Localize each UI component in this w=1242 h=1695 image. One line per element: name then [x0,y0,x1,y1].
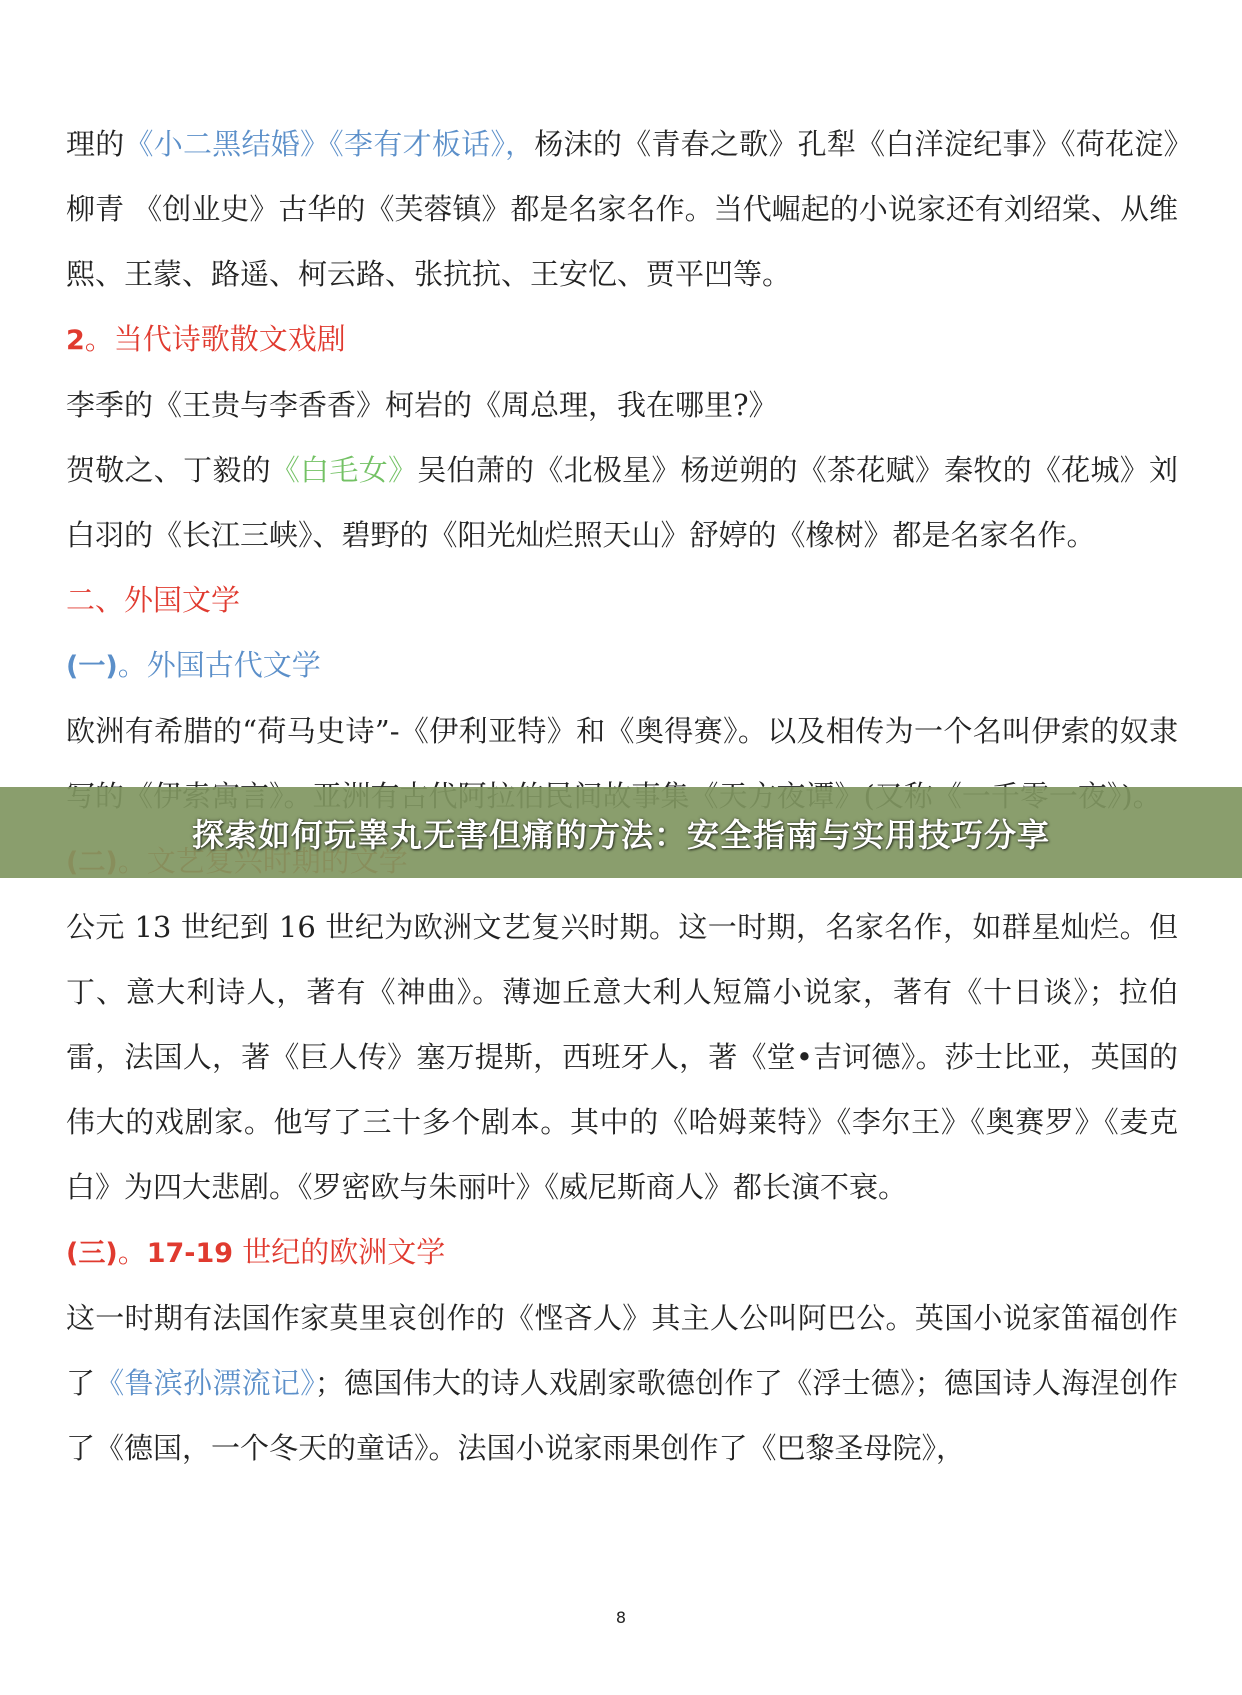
paragraph-modern-novels [66,112,1178,307]
highlight-title: 《鲁滨孙漂流记》 [95,1366,315,1400]
title-banner [0,787,1242,878]
heading-text: 世纪的欧洲文学 [233,1235,446,1269]
heading-text: 。 [117,1235,147,1269]
heading-number: (三) [66,1238,118,1269]
heading-ancient-literature [66,633,1178,699]
banner-title: 探索如何玩睾丸无害但痛的方法：安全指南与实用技巧分享 [191,815,1050,854]
paragraph-poetry: 李季的《王贵与李香香》柯岩的《周总理，我在哪里?》 [66,388,778,422]
highlight-title: 《白毛女》 [270,453,418,487]
text: 吴伯萧的《北极星》杨逆朔的《茶花赋》秦牧的《花城》刘白羽的《长江三峡》、碧野的《阳光灿烂照天山》舒婷的《橡树》都是名家名作。 [66,453,1178,552]
page-number: 8 [615,1608,627,1627]
heading-17-19-century [66,1220,1178,1286]
text: 理的 [66,127,125,161]
text: ；德国伟大的诗人戏剧家歌德创作了《浮士德》；德国诗人海涅创作了《德国，一个冬天的童话》。法国小说家雨果创作了《巴黎圣母院》， [66,1366,1178,1465]
text: 贺敬之、丁毅的 [66,453,271,487]
text: 杨沫的《青春之歌》孔犁《白洋淀纪事》《荷花淀》柳青 《创业史》古华的《芙蓉镇》都是名家名作。当代崛起的小说家还有刘绍棠、从维熙、王蒙、路遥、柯云路、张抗抗、王安忆、贾平凹等。 [66,127,1178,291]
paragraph-prose [66,438,1178,568]
heading-text: 。外国古代文学 [117,648,321,682]
highlight-title: 《小二黑结婚》《李有才板话》， [124,127,535,161]
heading-poetry-drama [66,307,1178,373]
heading-number: 2 [66,325,85,356]
heading-text: 。当代诗歌散文戏剧 [84,322,346,356]
heading-foreign-literature: 二、外国文学 [66,583,241,617]
paragraph-ancient: 欧洲有希腊的“荷马史诗”-《伊利亚特》和《奥得赛》。以及相传为一个名叫伊索的奴隶 [66,714,1178,748]
text: 这一时期有法国作家莫里哀创作的《悭吝人》其主人公叫阿巴公。英国小说家笛福创作了 [66,1301,1178,1400]
heading-number: (一) [66,651,118,682]
heading-years: 17-19 [146,1238,234,1269]
paragraph-renaissance: 公元 13 世纪到 16 世纪为欧洲文艺复兴时期。这一时期，名家名作，如群星灿烂。但丁、意大利诗人，著有《神曲》。薄迦丘意大利人短篇小说家，著有《十日谈》；拉伯雷，法国人，著《巨人传》塞万提斯，西班牙人，著《堂•吉诃德》。莎士比亚，英国的伟大的戏剧家。他写了三十多个剧本。其中的《哈姆莱特》《李尔王》《奥赛罗》《麦克白》为四大悲剧。《罗密欧与朱丽叶》《威尼斯商人》都长演不衰。 [66,910,1178,1204]
paragraph-17-19 [66,1286,1178,1481]
